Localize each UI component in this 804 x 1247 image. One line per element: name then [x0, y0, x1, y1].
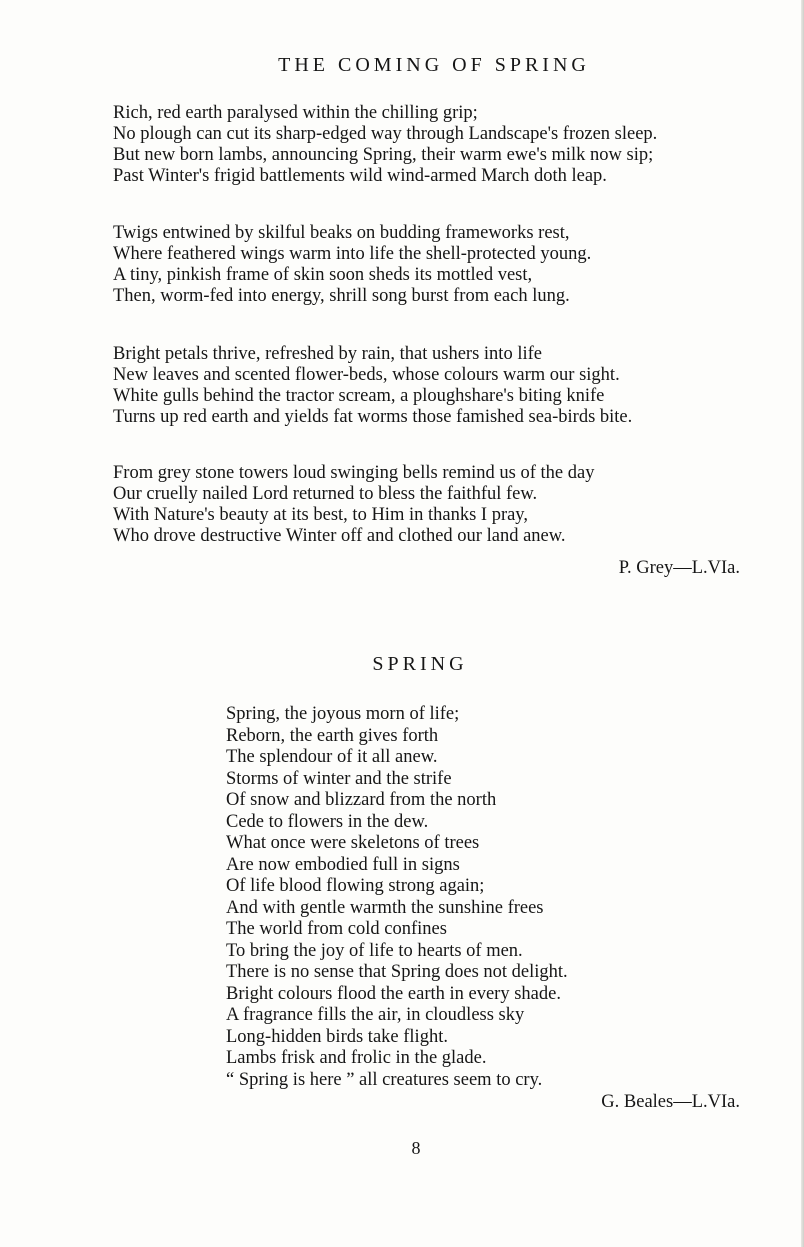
poem-line: Of snow and blizzard from the north [226, 790, 497, 810]
poem-line: Twigs entwined by skilful beaks on budding frameworks rest, [113, 223, 570, 243]
poem-line: With Nature's beauty at its best, to Him in thanks I pray, [113, 505, 528, 525]
poem-line: There is no sense that Spring does not delight. [226, 962, 568, 982]
poem-title-spring: SPRING [372, 653, 468, 675]
poem-line: Bright colours flood the earth in every shade. [226, 983, 561, 1004]
poem-line: Rich, red earth paralysed within the chilling grip; [113, 103, 478, 123]
poem-line: Spring, the joyous morn of life; [226, 704, 460, 724]
poem-line: Cede to flowers in the dew. [226, 811, 429, 832]
poem-line: The splendour of it all anew. [226, 747, 438, 767]
poem-line: To bring the joy of life to hearts of men. [226, 940, 523, 961]
poem-line: A fragrance fills the air, in cloudless sky [226, 1005, 525, 1025]
poem-line: Turns up red earth and yields fat worms those famished sea-birds bite. [113, 407, 633, 427]
poem-line: White gulls behind the tractor scream, a ploughshare's biting knife [113, 386, 605, 406]
poem2-author: G. Beales—L.VIa. [601, 1092, 740, 1112]
poem-line: But new born lambs, announcing Spring, their warm ewe's milk now sip; [113, 145, 654, 165]
poem1-stanza-4 [113, 463, 594, 547]
poem-line: What once were skeletons of trees [226, 833, 480, 853]
poem-line: No plough can cut its sharp-edged way through Landscape's frozen sleep. [113, 124, 658, 144]
poem-line: Where feathered wings warm into life the shell-protected young. [113, 244, 592, 264]
poem-line: And with gentle warmth the sunshine frees [226, 897, 544, 918]
poem-line: Past Winter's frigid battlements wild wind-armed March doth leap. [113, 166, 607, 186]
poem-line: Long-hidden birds take flight. [226, 1026, 448, 1047]
poem-line: “ Spring is here ” all creatures seem to cry. [226, 1069, 543, 1090]
poem-line: Reborn, the earth gives forth [226, 725, 439, 746]
poem2-body [226, 704, 568, 1091]
poem-line: Storms of winter and the strife [226, 768, 452, 789]
page-number: 8 [411, 1138, 421, 1158]
poem-line: Bright petals thrive, refreshed by rain, that ushers into life [113, 344, 542, 364]
poem-line: A tiny, pinkish frame of skin soon sheds its mottled vest, [113, 265, 533, 285]
poem1-stanza-1 [113, 103, 657, 187]
poem-line: Then, worm-fed into energy, shrill song burst from each lung. [113, 286, 570, 306]
poem-line: New leaves and scented flower-beds, whose colours warm our sight. [113, 365, 620, 385]
poem-title-coming-of-spring: THE COMING OF SPRING [278, 54, 590, 76]
poem-line: Lambs frisk and frolic in the glade. [226, 1048, 487, 1068]
poem1-stanza-3 [113, 344, 632, 428]
poem-line: Our cruelly nailed Lord returned to bless the faithful few. [113, 484, 538, 504]
poem1-stanza-2 [113, 223, 591, 307]
poem1-author: P. Grey—L.VIa. [618, 558, 740, 578]
poem-line: Who drove destructive Winter off and clothed our land anew. [113, 526, 566, 546]
poem-line: Are now embodied full in signs [226, 854, 460, 875]
poem-line: Of life blood flowing strong again; [226, 876, 485, 896]
poem-line: The world from cold confines [226, 919, 447, 939]
poem-line: From grey stone towers loud swinging bells remind us of the day [113, 463, 595, 483]
